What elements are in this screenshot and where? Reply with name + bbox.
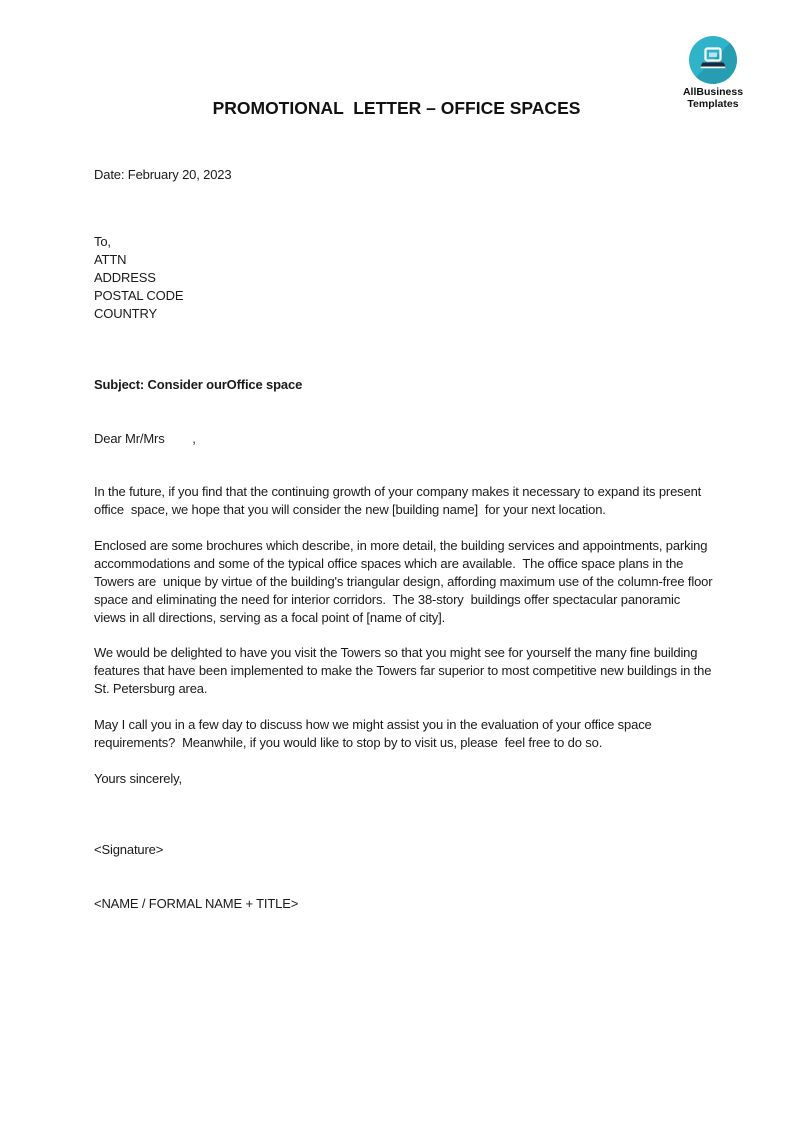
paragraph-intro: In the future, if you find that the continuing growth of your company makes it necessary to expand its present office space, we hope that you will consider the new [building name] for your next location.: [94, 484, 705, 517]
laptop-base: [701, 63, 726, 67]
recipient-line: ADDRESS: [94, 270, 156, 285]
paragraph-brochures: Enclosed are some brochures which describe, in more detail, the building services and appointments, parking accommodations and some of the typical office spaces which are available. The office space plans in the Towers are unique by virtue of the building's triangular design, affording maximum use of the column-free floor space and eliminating the need for interior corridors. The 38-story buildings offer spectacular panoramic views in all directions, serving as a focal point of [name of city].: [94, 538, 716, 625]
date-line: Date: February 20, 2023: [94, 167, 232, 182]
paragraph-visit: We would be delighted to have you visit the Towers so that you might see for yourself the many fine building features that have been implemented to make the Towers far superior to most competitive new buildings in the St. Petersburg area.: [94, 645, 715, 696]
brand-name-line2: Templates: [687, 97, 739, 110]
laptop-icon: [689, 36, 737, 84]
recipient-line: To,: [94, 234, 111, 249]
paragraph-call: May I call you in a few day to discuss how we might assist you in the evaluation of your office space requirements? Meanwhile, if you would like to stop by to visit us, please feel free to do so.: [94, 717, 656, 750]
salutation: Dear Mr/Mrs ,: [94, 431, 196, 446]
signature-placeholder: <Signature>: [94, 842, 164, 857]
recipient-line: POSTAL CODE: [94, 288, 184, 303]
subject-line: Subject: Consider ourOffice space: [94, 377, 303, 392]
recipient-line: COUNTRY: [94, 306, 157, 321]
laptop-screen-content: [709, 53, 717, 58]
closing: Yours sincerely,: [94, 771, 182, 786]
recipient-block: [94, 233, 714, 323]
brand-name-line1: AllBusiness: [682, 86, 744, 98]
recipient-line: ATTN: [94, 252, 127, 267]
signee-placeholder: <NAME / FORMAL NAME + TITLE>: [94, 896, 299, 911]
laptop-base-edge: [701, 67, 726, 69]
letter-title: PROMOTIONAL LETTER – OFFICE SPACES: [212, 98, 581, 118]
